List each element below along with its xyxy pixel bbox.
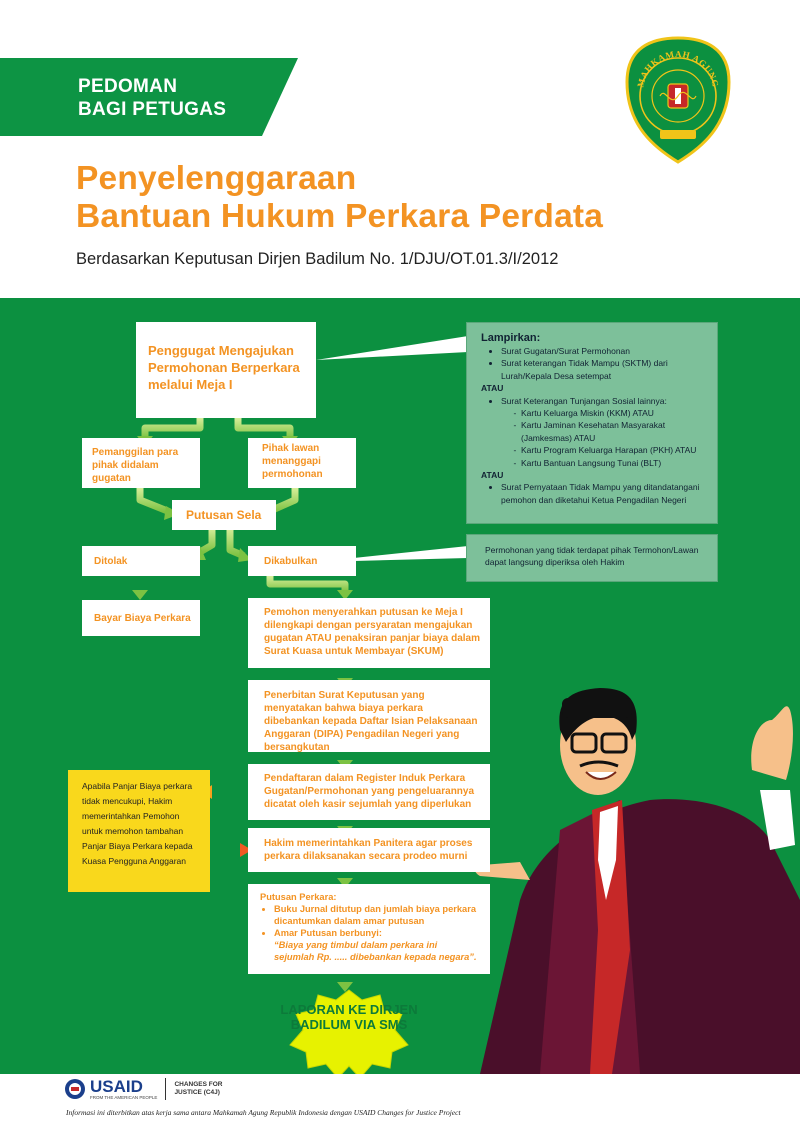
flow-start-box: Penggugat Mengajukan Permohonan Berperkara melalui Meja I [136,322,316,418]
lampiran-sublist [481,407,709,469]
lampiran-item-2: • Surat keterangan Tidak Mampu (SKTM) dari Lurah/Kepala Desa setempat [501,357,709,382]
lampiran-note [466,322,718,524]
flow-putusan-sela-box: Putusan Sela [172,500,276,530]
banner-line-1: PEDOMAN [78,76,178,97]
termohon-note: Permohonan yang tidak terdapat pihak Termohon/Lawan dapat langsung diperiksa oleh Hakim [466,534,718,582]
connector-start-pemanggilan [145,418,200,438]
arrowhead-bayar [132,590,148,600]
judge-illustration [474,688,800,1074]
flow-dikabulkan-box: Dikabulkan [248,546,356,576]
connector-sela-ditolak [200,528,212,552]
lampiran-list-3 [481,481,709,506]
banner-line-2: BAGI PETUGAS [78,99,227,120]
usaid-name: USAID [90,1077,143,1096]
putusan-quote: “Biaya yang timbul dalam perkara ini sejumlah Rp. ..... dibebankan kepada negara”. [274,940,477,962]
usaid-wordmark [90,1078,157,1100]
connector-dikabulkan-step1 [270,576,345,592]
usaid-logo [64,1078,236,1100]
lampiran-list-1 [481,345,709,382]
c4j-name: CHANGES FOR JUSTICE (C4J) [174,1081,223,1096]
usaid-seal-icon [64,1078,86,1100]
lampiran-item-3: • Surat Keterangan Tunjangan Sosial lainnya: [501,395,709,407]
flow-bayar-box: Bayar Biaya Perkara [82,600,200,636]
footer-note: Informasi ini diterbitkan atas kerja sama antara Mahkamah Agung Republik Indonesia dengan USAID Changes for Justice Project [66,1108,461,1117]
flow-pihak-lawan-box: Pihak lawan menanggapi permohonan [248,438,356,488]
lampiran-list-2 [481,395,709,407]
usaid-sub: FROM THE AMERICAN PEOPLE [90,1095,158,1100]
lampiran-subitem-4: - Kartu Bantuan Langsung Tunai (BLT) [521,457,709,469]
lampiran-item-1: • Surat Gugatan/Surat Permohonan [501,345,709,357]
putusan-item-2: • Amar Putusan berbunyi: [274,927,480,939]
lampiran-atau-2: ATAU [481,470,504,481]
title-line-2: Bantuan Hukum Perkara Perdata [76,198,604,235]
connector-start-pihak-lawan [238,418,290,438]
putusan-item-1: • Buku Jurnal ditutup dan jumlah biaya perkara dicantumkan dalam amar putusan [274,903,480,927]
flow-step3-box: Pendaftaran dalam Register Induk Perkara Gugatan/Permohonan yang pengeluarannya dicatat oleh kasir sejumlah yang diperlukan [248,764,490,820]
connector-pemanggilan-sela [140,488,170,512]
page-subtitle: Berdasarkan Keputusan Dirjen Badilum No. 1/DJU/OT.01.3/I/2012 [76,250,559,268]
lampiran-subitem-1: - Kartu Keluarga Miskin (KKM) ATAU [521,407,709,419]
lampiran-item-4: • Surat Pernyataan Tidak Mampu yang ditandatangani pemohon dan diketahui Ketua Pengadilan Negeri [501,481,709,506]
flow-step2-box: Penerbitan Surat Keputusan yang menyatakan bahwa biaya perkara dibebankan kepada Daftar Isian Pelaksanaan Anggaran (DIPA) Pengadilan Negeri yang bersangkutan [248,680,490,752]
lampiran-subitem-3: - Kartu Program Keluarga Harapan (PKH) ATAU [521,444,709,456]
flow-ditolak-box: Ditolak [82,546,200,576]
logo-text: MAHKAMAH AGUNG [635,48,721,89]
flow-pemanggilan-box: Pemanggilan para pihak didalam gugatan [82,438,200,488]
arrowhead-laporan [337,982,353,992]
lampiran-title: Lampirkan: [481,332,541,344]
laporan-text: LAPORAN KE DIRJEN BADILUM VIA SMS [280,1002,418,1032]
panjar-note: Apabila Panjar Biaya perkara tidak mencukupi, Hakim memerintahkan Pemohon untuk memohon tambahan Panjar Biaya Perkara kepada Kuasa Pengguna Anggaran [68,770,210,892]
lampiran-subitem-2: - Kartu Jaminan Kesehatan Masyarakat (Jamkesmas) ATAU [521,419,709,444]
flow-putusan-box [248,884,490,974]
flow-step1-box: Pemohon menyerahkan putusan ke Meja I dilengkapi dengan persyaratan mengajukan gugatan ATAU penaksiran panjar biaya dalam Surat Kuasa untuk Membayar (SKUM) [248,598,490,668]
footer-divider [165,1078,166,1100]
putusan-title: Putusan Perkara: [260,892,337,902]
lampiran-atau-1: ATAU [481,383,504,394]
putusan-list [260,903,480,939]
callout-pointer-lampiran [316,336,468,360]
title-line-1: Penyelenggaraan [76,160,357,197]
flow-step4-box: Hakim memerintahkan Panitera agar proses perkara dilaksanakan secara prodeo murni [248,828,490,872]
